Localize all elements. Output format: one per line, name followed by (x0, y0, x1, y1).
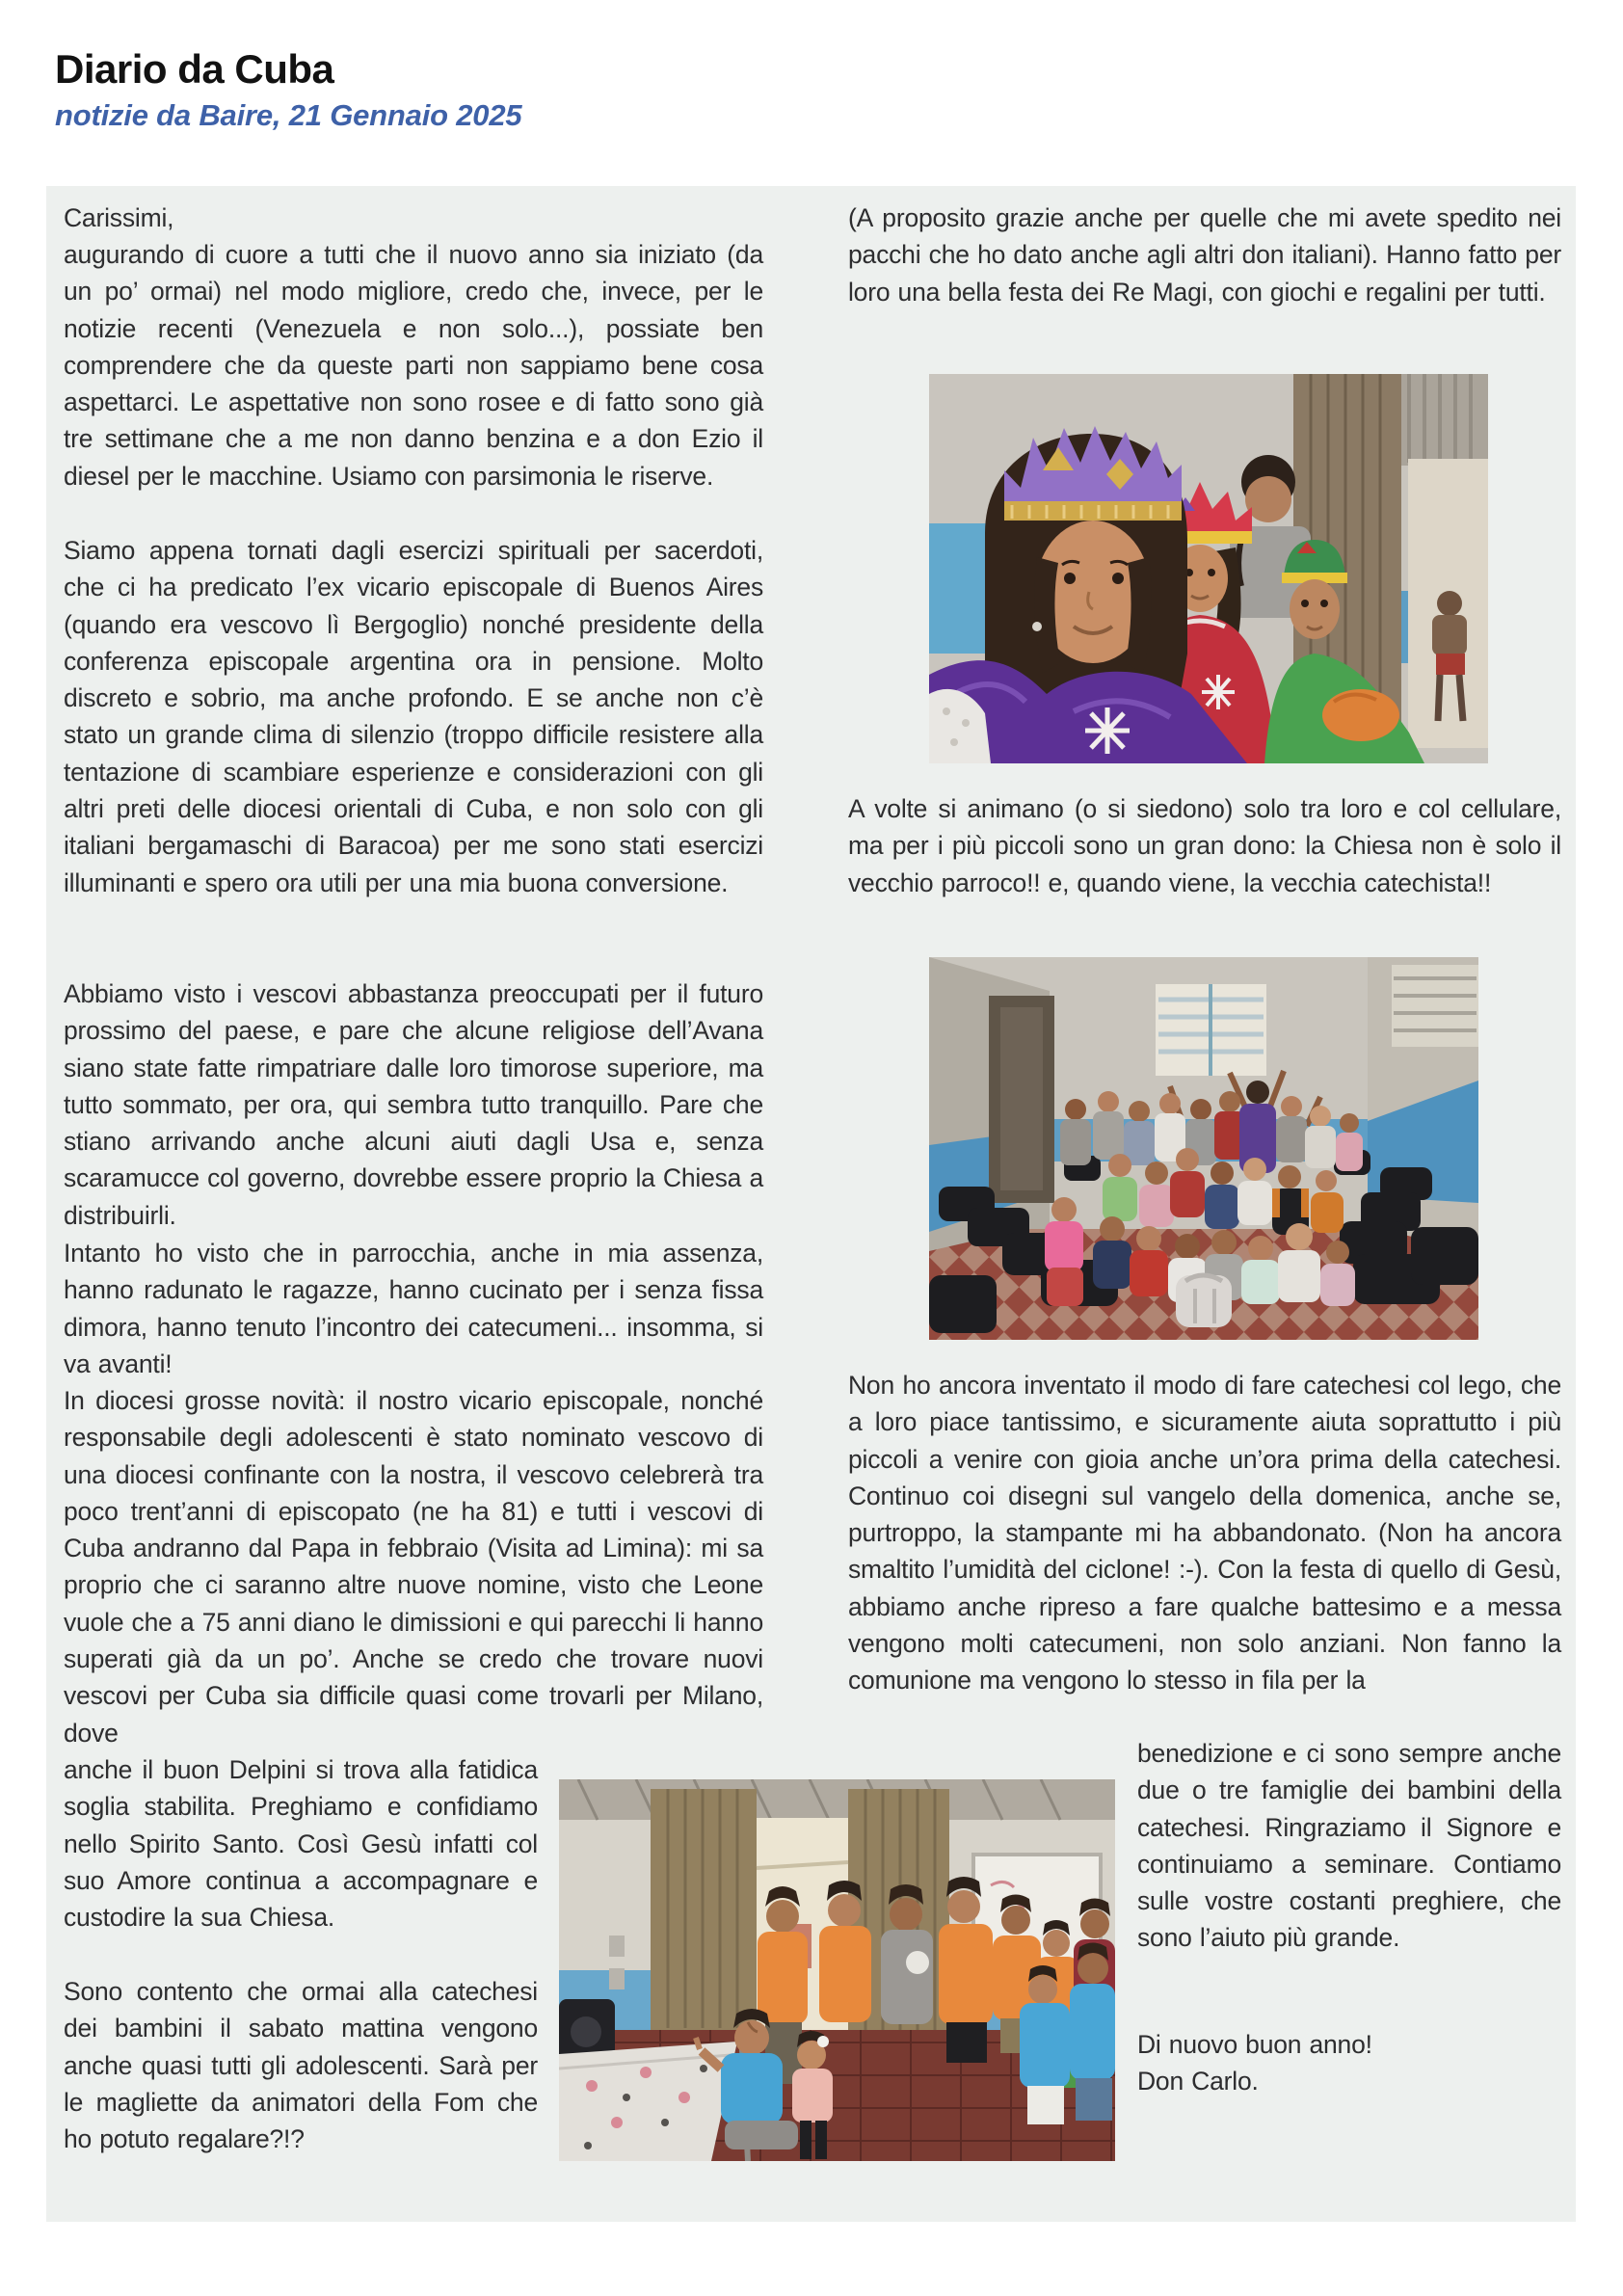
photo-magi-crowns (929, 374, 1488, 763)
paragraph-diocesi-wrap: anche il buon Delpini si trova alla fatidica soglia stabilita. Preghiamo e confidiamo nello Spirito Santo. Così Gesù infatti col suo Amore continua a accompagnare e custodire la sua Chiesa. (64, 1755, 538, 1933)
page-subtitle: notizie da Baire, 21 Gennaio 2025 (55, 98, 522, 132)
paragraph-pacchi: (A proposito grazie anche per quelle che mi avete spedito nei pacchi che ho dato anche agli altri don italiani). Hanno fatto per loro una bella festa dei Re Magi, con giochi e regalini per tutti. (848, 203, 1561, 307)
photo-animator-tshirts (559, 1779, 1115, 2161)
paragraph-cellulare: A volte si animano (o si siedono) solo tra loro e col cellulare, ma per i più piccoli sono un gran dono: la Chiesa non è solo il vecchio parroco!! e, quando viene, la vecchia catechista!! (848, 794, 1561, 897)
paragraph-opening: augurando di cuore a tutti che il nuovo anno sia iniziato (da un po’ ormai) nel modo migliore, credo che, invece, per le notizie recenti (Venezuela e non solo...), possiate ben comprendere che da queste parti non sappiamo bene cosa aspettarci. Le aspettative non sono rosee e di fatto sono già tre settimane che a me non danno benzina e a don Ezio il diesel per le macchine. Usiamo con parsimonia le riserve. (64, 240, 763, 491)
closing-wish: Di nuovo buon anno! (1137, 2030, 1372, 2059)
paragraph-lego: Non ho ancora inventato il modo di fare catechesi col lego, che a loro piace tantissimo, e sicuramente aiuta soprattutto i più piccoli a venire con gioia anche un’ora prima della catechesi. Continuo coi disegni sul vangelo della domenica, anche se, purtroppo, la stampante mi ha abbandonato. (Non ha ancora smaltito l’umidità del ciclone! :-). Con la festa di quello di Gesù, abbiamo anche ripreso a fare qualche battesimo e a messa vengono molti catecumeni, non solo anziani. Non fanno la comunione ma vengono lo stesso in fila per la (848, 1371, 1561, 1695)
tshirt-photo-illustration (559, 1779, 1115, 2161)
page-title: Diario da Cuba (55, 46, 334, 92)
paragraph-catechesi: Sono contento che ormai alla catechesi dei bambini il sabato mattina vengono anche quasi tutti gli adolescenti. Sarà per le magliette da animatori della Fom che ho potuto regalare?!? (64, 1977, 538, 2154)
signature: Don Carlo. (1137, 2067, 1259, 2096)
photo-children-group (929, 957, 1478, 1340)
paragraph-esercizi: Siamo appena tornati dagli esercizi spirituali per sacerdoti, che ci ha predicato l’ex vicario episcopale di Buenos Aires (quando era vescovo lì Bergoglio) nonché presidente della conferenza episcopale argentina ora in pensione. Molto discreto e sobrio, ma anche profondo. E se anche non c’è stato un grande clima di silenzio (troppo difficile resistere alla tentazione di scambiare esperienze e considerazioni con gli altri preti delle diocesi orientali di Cuba, e non solo con gli italiani bergamaschi di Baracoa) per me sono stati esercizi illuminanti e spero ora utili per una mia buona conversione. (64, 536, 763, 897)
paragraph-parrocchia: Intanto ho visto che in parrocchia, anche in mia assenza, hanno radunato le ragazze, hanno cucinato per i senza fissa dimora, hanno tenuto l’incontro dei catecumeni... insomma, si va avanti! (64, 1239, 763, 1378)
salutation: Carissimi, (64, 203, 174, 232)
paragraph-diocesi: In diocesi grosse novità: il nostro vicario episcopale, nonché responsabile degli adolescenti è stato nominato vescovo di una diocesi confinante con la nostra, il vescovo celebrerà tra poco trent’anni di episcopato (ne ha 81) e tutti i vescovi di Cuba andranno dal Papa in febbraio (Visita ad Limina): mi sa proprio che ci saranno altre nuove nomine, visto che Leone vuole che a 75 anni diano le dimissioni e qui parecchi li hanno superati già da un po’. Anche se credo che trovare nuovi vescovi per Cuba sia difficile quasi come trovarli per Milano, dove (64, 1386, 763, 1748)
paragraph-lego-wrap: benedizione e ci sono sempre anche due o tre famiglie dei bambini della catechesi. Ringraziamo il Signore e continuiamo a seminare. Contiamo sulle vostre costanti preghiere, che sono l’aiuto più grande. (1137, 1739, 1561, 1953)
paragraph-vescovi: Abbiamo visto i vescovi abbastanza preoccupati per il futuro prossimo del paese, e pare che alcune religiose dell’Avana siano state fatte rimpatriare dalle loro timorose superiore, ma tutto sommato, per ora, qui sembra tutto tranquillo. Pare che stiano arrivando anche alcuni aiuti dagli Usa e, senza scaramucce col governo, dovrebbe essere proprio la Chiesa a distribuirli. (64, 979, 763, 1230)
group-photo-illustration (929, 957, 1478, 1340)
magi-photo-illustration (929, 374, 1488, 763)
